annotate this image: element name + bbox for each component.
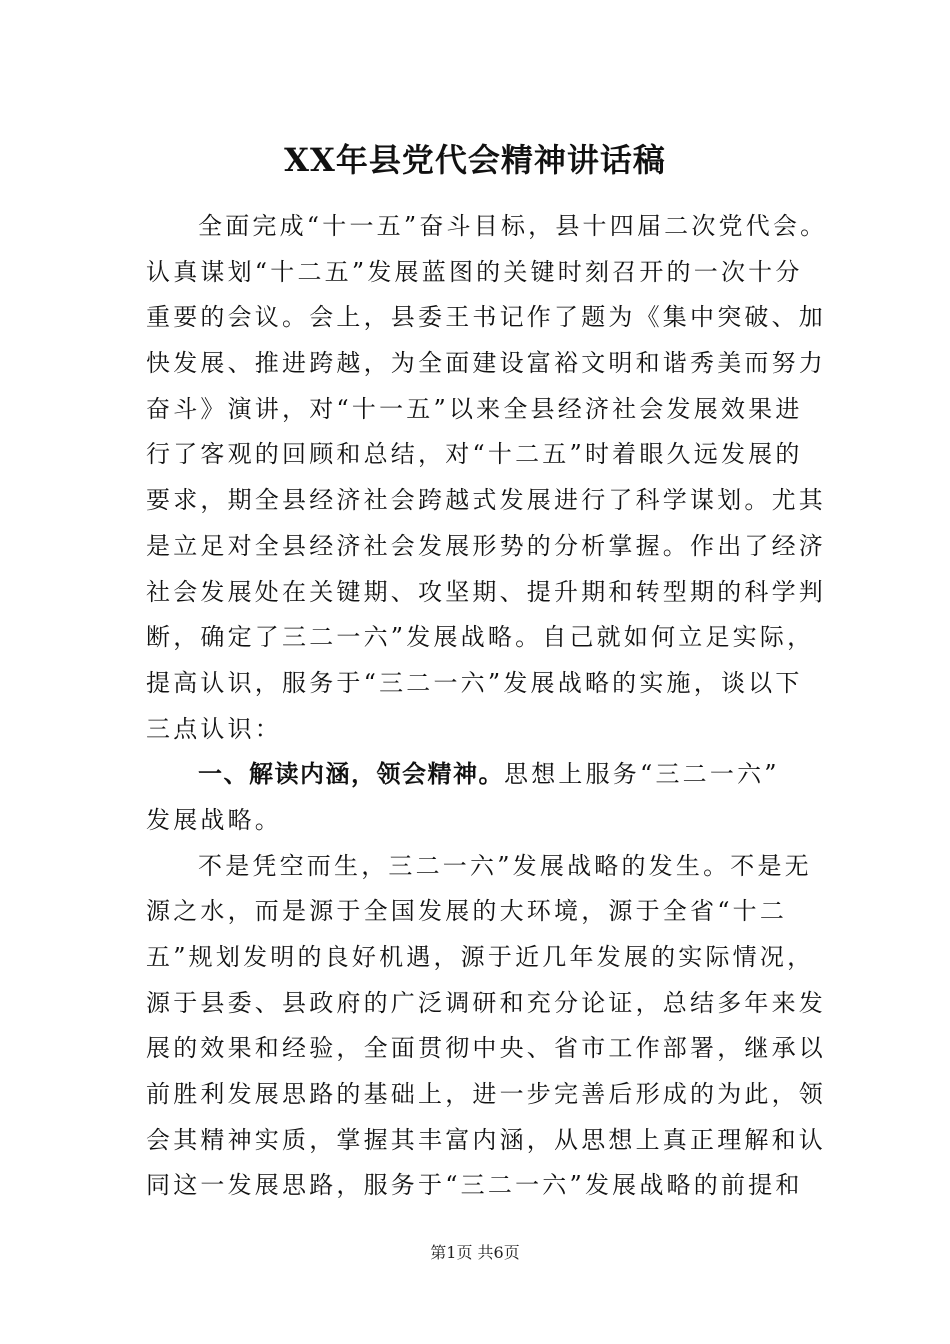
section-heading-line [146,752,826,798]
paragraph-line: 五”规划发明的良好机遇，源于近几年发展的实际情况， [146,943,815,971]
paragraph-line: 断，确定了三二一六”发展战略。自己就如何立足实际， [146,623,815,652]
paragraph-line: 展的效果和经验，全面贯彻中央、省市工作部署，继承以 [146,1034,826,1063]
paragraph-line: 前胜利发展思路的基础上，进一步完善后形成的为此，领 [146,1080,826,1109]
paragraph-line: 会其精神实质，掌握其丰富内涵，从思想上真正理解和认 [146,1125,826,1154]
paragraph-line: 行了客观的回顾和总结，对“十二五”时着眼久远发展的 [146,440,803,469]
paragraph-line: 是立足对全县经济社会发展形势的分析掌握。作出了经济 [146,531,826,560]
paragraph-line: 快发展、推进跨越，为全面建设富裕文明和谐秀美而努力 [146,349,826,378]
paragraph-line: 源之水，而是源于全国发展的大环境，源于全省“十二 [146,897,788,926]
section-heading: 一、解读内涵，领会精神。 [198,760,504,789]
page-footer: 第1页 共6页 [430,1243,520,1262]
paragraph-line: 社会发展处在关键期、攻坚期、提升期和转型期的科学判 [146,577,826,606]
paragraph-line: 提高认识，服务于“三二一六”发展战略的实施，谈以下 [146,668,803,697]
paragraph-line: 要求，期全县经济社会跨越式发展进行了科学谋划。尤其 [146,486,826,515]
paragraph-line: 重要的会议。会上，县委王书记作了题为《集中突破、加 [146,303,826,332]
paragraph-line: 发展战略。 [146,805,282,834]
document-title: XX年县党代会精神讲话稿 [284,141,666,179]
paragraph-line: 奋斗》演讲，对“十一五”以来全县经济社会发展效果进 [146,394,803,423]
document-body [146,204,826,1209]
paragraph-line: 三点认识： [146,714,282,743]
paragraph-line: 全面完成“十一五”奋斗目标，县十四届二次党代会。 [198,212,828,240]
paragraph-line: 不是凭空而生，三二一六”发展战略的发生。不是无 [198,851,812,880]
section-heading-rest: 思想上服务“三二一六” [504,760,780,789]
paragraph-line: 同这一发展思路，服务于“三二一六”发展战略的前提和 [146,1171,803,1200]
paragraph-line: 源于县委、县政府的广泛调研和充分论证，总结多年来发 [146,988,826,1017]
paragraph-line: 认真谋划“十二五”发展蓝图的关键时刻召开的一次十分 [146,257,803,286]
